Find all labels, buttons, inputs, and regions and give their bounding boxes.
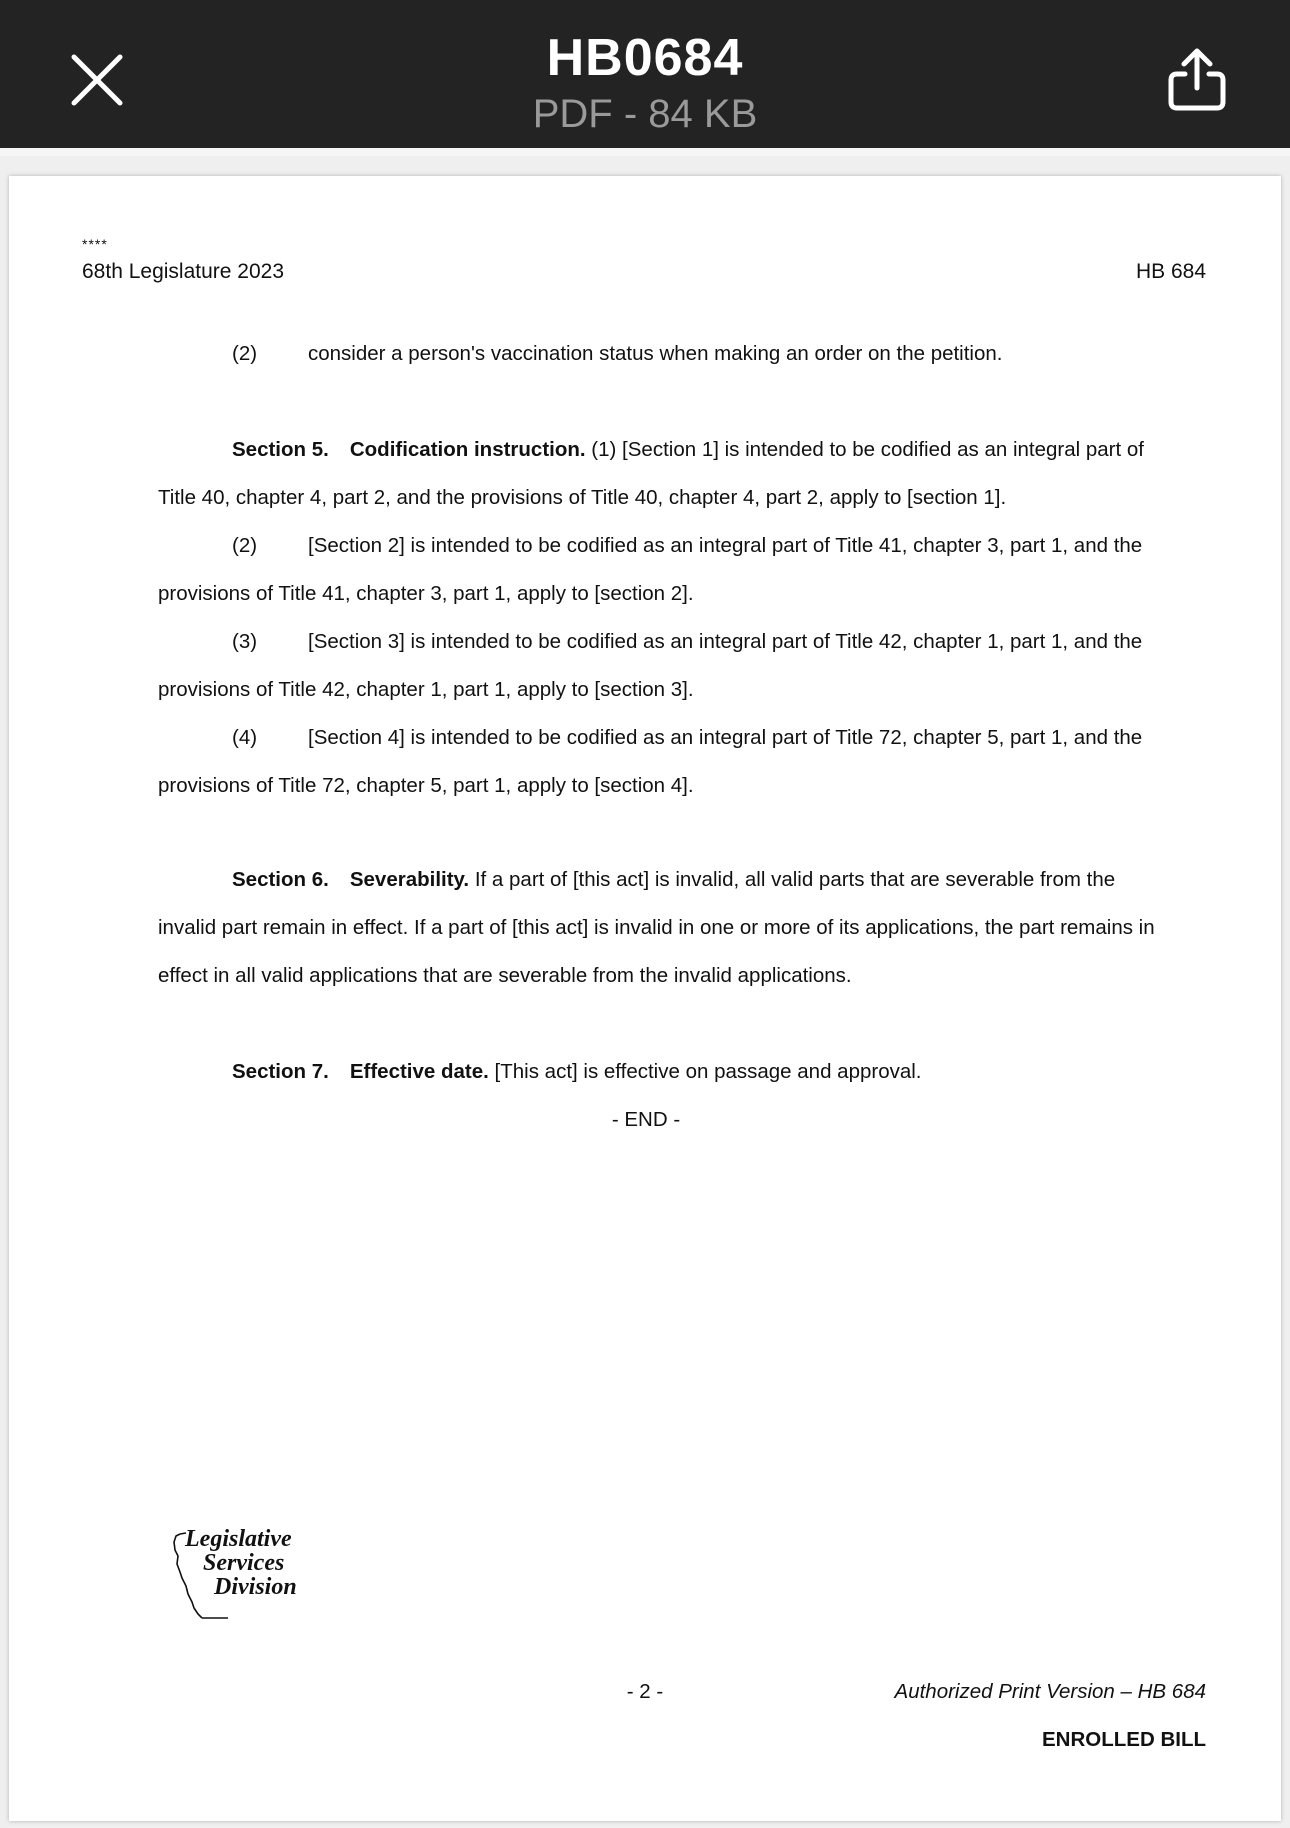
section-7-label: Section 7.: [232, 1060, 329, 1083]
section-7-line: [232, 1048, 922, 1096]
section-5-p2-line-1: [Section 2] is intended to be codified as an integral part of Title 41, chapter 3, part 1, and the: [308, 534, 1143, 557]
section-6-text: If a part of [this act] is invalid, all valid parts that are severable from the: [474, 868, 1116, 891]
section-5-text: (1) [Section 1] is intended to be codified as an integral part of: [591, 438, 1144, 461]
legislative-services-logo: [168, 1528, 328, 1626]
section-5-p3-line-1: [Section 3] is intended to be codified as an integral part of Title 42, chapter 1, part 1, and the: [308, 630, 1143, 653]
logo-text-line-2: Services: [203, 1550, 285, 1576]
bill-number: HB 684: [1135, 260, 1206, 283]
authorized-print-version: Authorized Print Version – HB 684: [894, 1680, 1206, 1703]
section-5-p4-line-1: [Section 4] is intended to be codified as an integral part of Title 72, chapter 5, part 1, and the: [308, 726, 1143, 749]
legislature-label: 68th Legislature 2023: [82, 260, 284, 283]
stars-marker: ****: [82, 236, 108, 252]
section-5-p4-line-2: provisions of Title 72, chapter 5, part 1, apply to [section 4].: [158, 774, 694, 797]
item-number: (2): [232, 342, 258, 365]
section-5-p3-line-2: provisions of Title 42, chapter 1, part 1, apply to [section 3].: [158, 678, 694, 701]
section-6-label: Section 6.: [232, 868, 329, 891]
section-6-line-2: invalid part remain in effect. If a part of [this act] is invalid in one or more of its applications, the part remains in: [158, 916, 1155, 939]
document-subtitle: PDF - 84 KB: [532, 92, 758, 136]
section-5-line-2: Title 40, chapter 4, part 2, and the provisions of Title 40, chapter 4, part 2, apply to [section 1].: [158, 486, 1007, 509]
end-marker: - END -: [611, 1108, 681, 1131]
section-6-heading: Severability.: [349, 868, 470, 891]
title-block: [0, 28, 1290, 138]
item-text: consider a person's vaccination status when making an order on the petition.: [308, 342, 1003, 365]
enrolled-bill-label: ENROLLED BILL: [1042, 1728, 1206, 1751]
section-6-line-3: effect in all valid applications that are severable from the invalid applications.: [158, 964, 852, 987]
section-5-p2-number: (2): [232, 534, 258, 557]
share-icon: [1167, 48, 1227, 112]
separator: [0, 148, 1290, 156]
section-5-p2-line-2: provisions of Title 41, chapter 3, part 1, apply to [section 2].: [158, 582, 694, 605]
top-bar: [0, 0, 1290, 148]
share-button[interactable]: [1162, 44, 1232, 116]
page-number: - 2 -: [626, 1680, 664, 1703]
section-6-line-1: [232, 856, 1115, 904]
section-5-p4-number: (4): [232, 726, 258, 749]
document-title: HB0684: [546, 29, 744, 87]
section-5-line-1: [232, 426, 1144, 474]
section-7-text: [This act] is effective on passage and approval.: [494, 1060, 922, 1083]
logo-text-line-1: Legislative: [185, 1526, 292, 1552]
section-5-heading: Codification instruction.: [349, 438, 586, 461]
section-7-heading: Effective date.: [349, 1060, 489, 1083]
section-5-p3-number: (3): [232, 630, 258, 653]
logo-text-line-3: Division: [214, 1574, 297, 1600]
section-5-label: Section 5.: [232, 438, 329, 461]
